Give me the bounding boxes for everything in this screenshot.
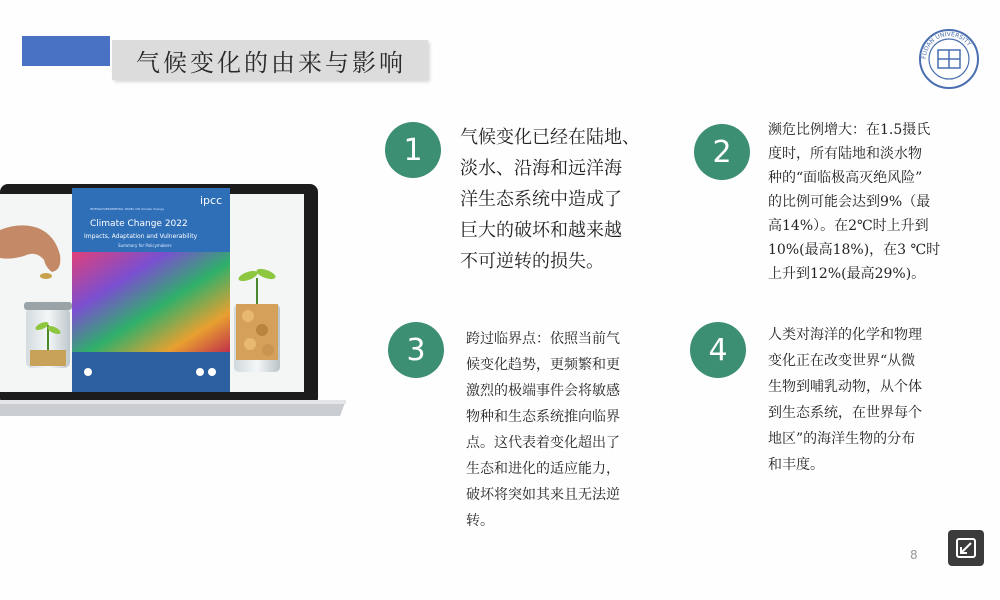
svg-text:Summary for Policymakers: Summary for Policymakers — [118, 243, 172, 248]
svg-text:INTERGOVERNMENTAL PANEL ON cli: INTERGOVERNMENTAL PANEL ON climate change — [90, 207, 164, 211]
point-2-text: 濒危比例增大：在1.5摄氏 度时，所有陆地和淡水物 种的“面临极高灭绝风险” 的比例可能会达到9%（最 高14%）。在2℃时上升到 10%(最高18%)，在3 ℃时 上升到12%(最高29%)。 — [768, 122, 941, 282]
laptop-illustration — [0, 180, 350, 420]
page-number: 8 — [910, 548, 918, 562]
slide-title: 气候变化的由来与影响 — [136, 48, 406, 77]
title-accent-bar — [22, 36, 110, 66]
svg-text:FUDAN UNIVERSITY: FUDAN UNIVERSITY — [920, 30, 973, 60]
slide-title-bar — [112, 40, 428, 80]
point-2-badge: 2 — [694, 124, 750, 180]
point-3-text: 跨过临界点：依照当前气 候变化趋势，更频繁和更 激烈的极端事件会将敏感 物种和生态系统推向临界 点。这代表着变化超出了 生态和进化的适应能力， 破坏将突如其来且无法逆 转。 — [466, 331, 620, 529]
university-seal-logo — [918, 28, 980, 90]
point-3-badge: 3 — [388, 322, 444, 378]
expand-icon — [955, 537, 977, 559]
point-1-text: 气候变化已经在陆地、 淡水、沿海和远洋海 洋生态系统中造成了 巨大的破坏和越来越 不可逆转的损失。 — [460, 127, 640, 272]
fullscreen-button[interactable] — [948, 530, 984, 566]
svg-text:ipcc: ipcc — [200, 194, 223, 207]
svg-text:Climate Change 2022: Climate Change 2022 — [90, 219, 188, 229]
point-4-text: 人类对海洋的化学和物理 变化正在改变世界“从微 生物到哺乳动物，从个体 到生态系统，在世界每个 地区”的海洋生物的分布 和丰度。 — [768, 327, 922, 473]
point-4-badge: 4 — [690, 322, 746, 378]
svg-text:Impacts, Adaptation and Vulner: Impacts, Adaptation and Vulnerability — [84, 233, 198, 240]
point-1-badge: 1 — [385, 122, 441, 178]
